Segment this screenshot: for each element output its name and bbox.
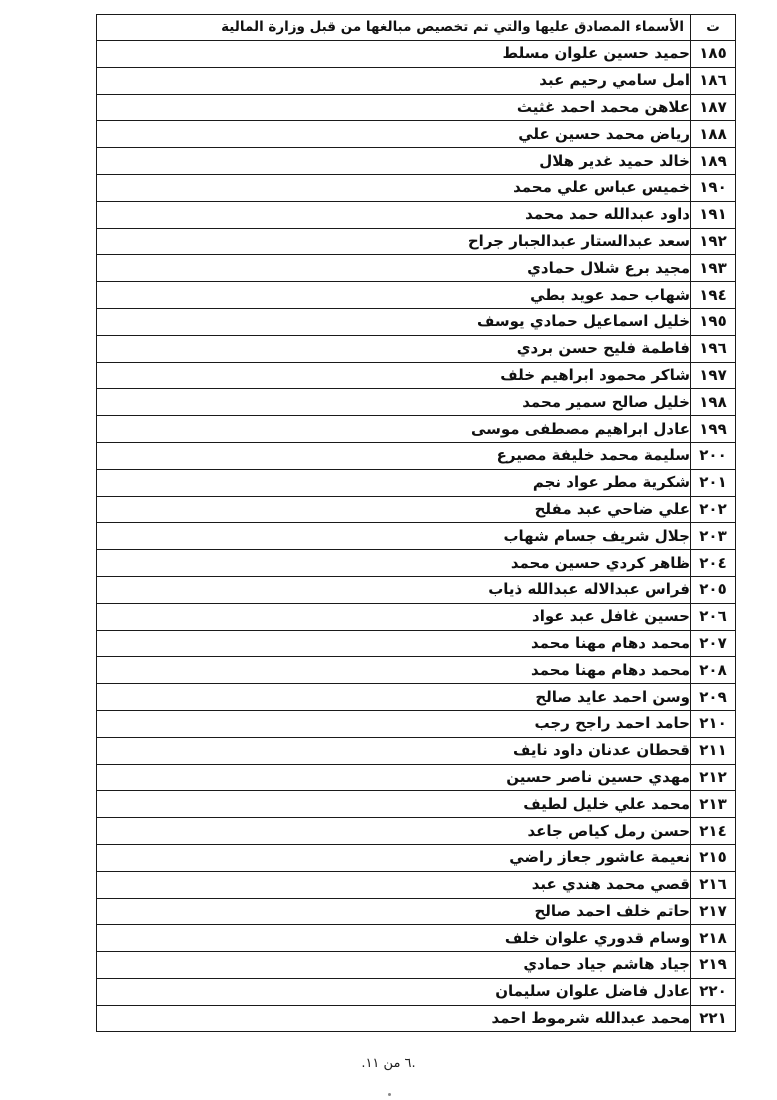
row-name: داود عبدالله حمد محمد	[97, 201, 691, 228]
row-number: ٢٠٢	[691, 496, 736, 523]
row-number: ٢١٨	[691, 925, 736, 952]
table-row	[97, 550, 736, 577]
row-number: ١٨٩	[691, 148, 736, 175]
row-number: ١٨٨	[691, 121, 736, 148]
row-name: جلال شريف جسام شهاب	[97, 523, 691, 550]
row-name: فاطمة فليح حسن بردي	[97, 335, 691, 362]
table-row	[97, 174, 736, 201]
table-row	[97, 94, 736, 121]
scan-speck	[388, 1093, 391, 1096]
table-row	[97, 925, 736, 952]
number-column-header: ت	[691, 15, 736, 41]
row-name: رياض محمد حسين علي	[97, 121, 691, 148]
table-row	[97, 737, 736, 764]
row-number: ٢١٢	[691, 764, 736, 791]
row-name: علي ضاحي عبد مفلح	[97, 496, 691, 523]
page-number: .٦ من ١١.	[361, 1056, 416, 1071]
table-row	[97, 41, 736, 68]
row-name: حسن رمل كياص جاعد	[97, 818, 691, 845]
row-number: ٢٠٩	[691, 684, 736, 711]
row-number: ١٩٩	[691, 416, 736, 443]
row-number: ٢١٠	[691, 710, 736, 737]
table-row	[97, 496, 736, 523]
table-row	[97, 362, 736, 389]
table-row	[97, 121, 736, 148]
row-name: امل سامي رحيم عبد	[97, 67, 691, 94]
table-row	[97, 389, 736, 416]
table-row	[97, 282, 736, 309]
table-row	[97, 67, 736, 94]
table-row	[97, 764, 736, 791]
table-row	[97, 630, 736, 657]
row-name: محمد دهام مهنا محمد	[97, 630, 691, 657]
row-number: ١٨٦	[691, 67, 736, 94]
row-name: عادل فاضل علوان سليمان	[97, 978, 691, 1005]
table-row	[97, 710, 736, 737]
table-row	[97, 335, 736, 362]
row-number: ١٩٠	[691, 174, 736, 201]
row-number: ١٩١	[691, 201, 736, 228]
table-row	[97, 844, 736, 871]
table-row	[97, 255, 736, 282]
table-row	[97, 469, 736, 496]
table-row	[97, 148, 736, 175]
row-number: ١٩٧	[691, 362, 736, 389]
row-name: خميس عباس علي محمد	[97, 174, 691, 201]
row-name: سليمة محمد خليفة مصيرع	[97, 442, 691, 469]
table-row	[97, 308, 736, 335]
row-name: مهدي حسين ناصر حسين	[97, 764, 691, 791]
row-number: ٢٠٧	[691, 630, 736, 657]
row-number: ٢٠٥	[691, 576, 736, 603]
row-number: ١٩٢	[691, 228, 736, 255]
table-body	[97, 41, 736, 1032]
row-number: ٢١٧	[691, 898, 736, 925]
table-row	[97, 791, 736, 818]
row-name: محمد علي خليل لطيف	[97, 791, 691, 818]
table-row	[97, 684, 736, 711]
row-number: ٢٢٠	[691, 978, 736, 1005]
row-name: حاتم خلف احمد صالح	[97, 898, 691, 925]
row-number: ١٩٤	[691, 282, 736, 309]
row-name: وسام قدوري علوان خلف	[97, 925, 691, 952]
row-number: ٢٠٤	[691, 550, 736, 577]
table-row	[97, 952, 736, 979]
table-row	[97, 898, 736, 925]
row-number: ١٨٥	[691, 41, 736, 68]
row-number: ٢٠٦	[691, 603, 736, 630]
table-row	[97, 657, 736, 684]
row-name: حامد احمد راجح رجب	[97, 710, 691, 737]
row-number: ٢٠١	[691, 469, 736, 496]
row-name: قصي محمد هندي عبد	[97, 871, 691, 898]
row-name: جياد هاشم جياد حمادي	[97, 952, 691, 979]
table-row	[97, 603, 736, 630]
row-number: ٢٢١	[691, 1005, 736, 1032]
row-name: ظاهر كردي حسين محمد	[97, 550, 691, 577]
row-name: وسن احمد عايد صالح	[97, 684, 691, 711]
table-row	[97, 871, 736, 898]
table-row	[97, 978, 736, 1005]
table-row	[97, 228, 736, 255]
row-number: ٢١٤	[691, 818, 736, 845]
row-name: مجيد برع شلال حمادي	[97, 255, 691, 282]
row-name: خليل اسماعيل حمادي يوسف	[97, 308, 691, 335]
row-name: شاكر محمود ابراهيم خلف	[97, 362, 691, 389]
table-header-row	[97, 15, 736, 41]
row-number: ٢١٥	[691, 844, 736, 871]
row-name: شهاب حمد عويد بطي	[97, 282, 691, 309]
row-name: شكرية مطر عواد نجم	[97, 469, 691, 496]
row-name: محمد عبدالله شرموط احمد	[97, 1005, 691, 1032]
row-number: ١٨٧	[691, 94, 736, 121]
row-number: ٢٠٠	[691, 442, 736, 469]
row-name: محمد دهام مهنا محمد	[97, 657, 691, 684]
table-row	[97, 442, 736, 469]
row-number: ٢٠٣	[691, 523, 736, 550]
row-number: ١٩٥	[691, 308, 736, 335]
table-row	[97, 576, 736, 603]
row-number: ٢١٩	[691, 952, 736, 979]
row-name: حسين غافل عبد عواد	[97, 603, 691, 630]
row-name: قحطان عدنان داود نايف	[97, 737, 691, 764]
row-number: ٢٠٨	[691, 657, 736, 684]
table-row	[97, 818, 736, 845]
row-number: ١٩٨	[691, 389, 736, 416]
row-name: خليل صالح سمير محمد	[97, 389, 691, 416]
row-number: ٢١٣	[691, 791, 736, 818]
row-name: نعيمة عاشور جعاز راضي	[97, 844, 691, 871]
row-name: فراس عبدالاله عبدالله ذياب	[97, 576, 691, 603]
table-row	[97, 1005, 736, 1032]
row-name: سعد عبدالستار عبدالجبار جراح	[97, 228, 691, 255]
table-row	[97, 416, 736, 443]
row-number: ١٩٣	[691, 255, 736, 282]
row-number: ٢١٦	[691, 871, 736, 898]
row-name: خالد حميد غدير هلال	[97, 148, 691, 175]
row-name: عادل ابراهيم مصطفى موسى	[97, 416, 691, 443]
row-number: ٢١١	[691, 737, 736, 764]
row-name: علاهن محمد احمد غثيث	[97, 94, 691, 121]
row-name: حميد حسين علوان مسلط	[97, 41, 691, 68]
names-table	[96, 14, 736, 1032]
row-number: ١٩٦	[691, 335, 736, 362]
names-column-header: الأسماء المصادق عليها والتي تم تخصيص مبالغها من قبل وزارة المالية	[97, 15, 691, 41]
table-row	[97, 201, 736, 228]
table-row	[97, 523, 736, 550]
